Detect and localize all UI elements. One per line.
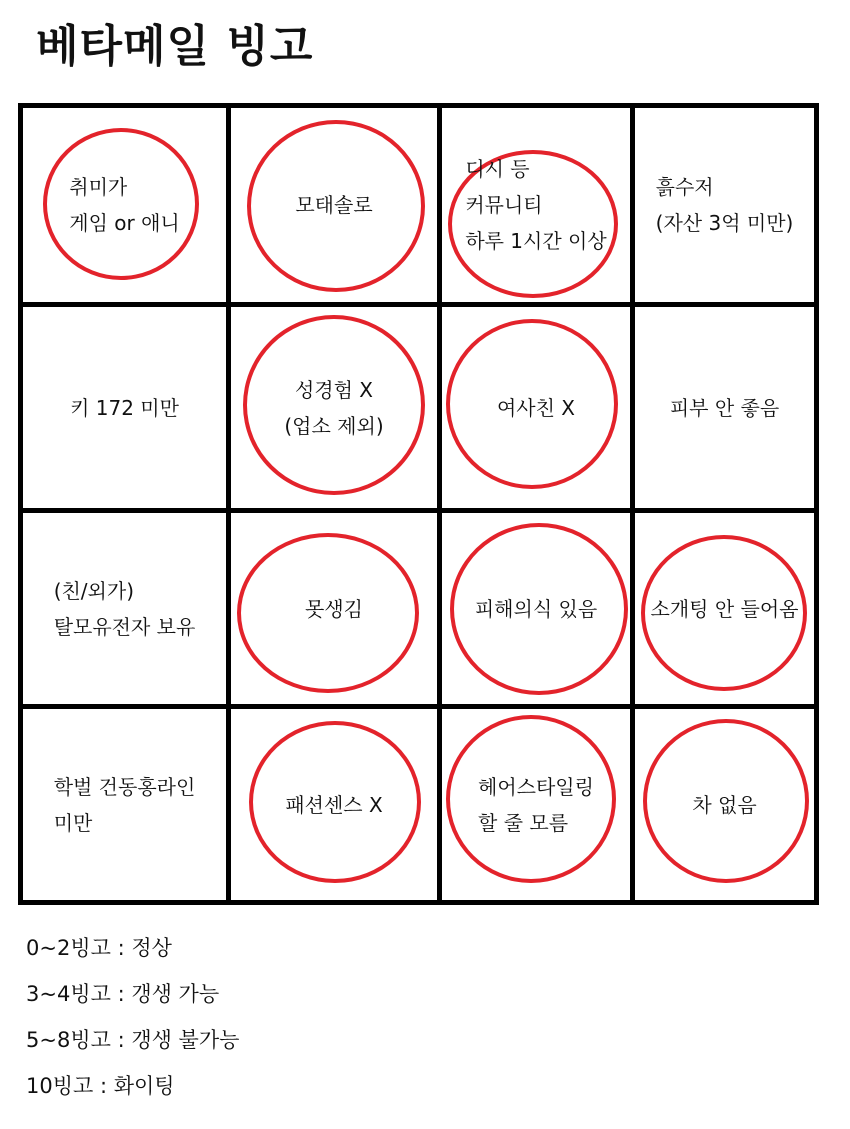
bingo-cell[interactable] [231, 108, 442, 307]
bingo-cell[interactable] [635, 513, 814, 709]
cell-text: 헤어스타일링 할 줄 모름 [478, 774, 594, 835]
page-title: 베타메일 빙고 [36, 21, 314, 72]
cell-text: 패션센스 X [285, 792, 383, 817]
cell-text: 학벌 건동홍라인 미만 [53, 774, 196, 835]
cell-text: 피부 안 좋음 [669, 395, 780, 420]
cell-text: (친/외가) 탈모유전자 보유 [53, 578, 196, 639]
bingo-cell[interactable] [442, 709, 635, 900]
score-legend [26, 925, 239, 1109]
bingo-cell[interactable] [23, 709, 231, 900]
cell-text: 키 172 미만 [70, 395, 179, 420]
cell-text: 피해의식 있음 [474, 596, 598, 621]
cell-text: 디시 등 커뮤니티 하루 1시간 이상 [465, 157, 607, 253]
cell-text: 모태솔로 [295, 193, 373, 217]
legend-item: 3~4빙고 : 갱생 가능 [26, 982, 220, 1006]
bingo-cell[interactable] [23, 108, 231, 307]
cell-text: 못생김 [305, 596, 363, 621]
cell-text: 여사친 X [496, 395, 576, 420]
bingo-cell[interactable] [231, 709, 442, 900]
legend-item: 0~2빙고 : 정상 [26, 936, 172, 960]
cell-text: 흙수저 (자산 3억 미만) [655, 175, 794, 235]
cell-text: 성경험 X (업소 제외) [284, 377, 384, 438]
bingo-cell[interactable] [231, 513, 442, 709]
legend-item: 5~8빙고 : 갱생 불가능 [26, 1028, 240, 1052]
legend-item: 10빙고 : 화이팅 [26, 1074, 175, 1098]
bingo-cell[interactable] [635, 108, 814, 307]
bingo-cell[interactable] [442, 307, 635, 513]
bingo-cell[interactable] [635, 307, 814, 513]
bingo-cell[interactable] [23, 307, 231, 513]
cell-text: 취미가 게임 or 애니 [69, 175, 180, 235]
cell-text: 소개팅 안 들어옴 [650, 596, 799, 621]
bingo-cell[interactable] [442, 513, 635, 709]
bingo-cell[interactable] [635, 709, 814, 900]
bingo-cell[interactable] [23, 513, 231, 709]
bingo-cell[interactable] [231, 307, 442, 513]
bingo-board [18, 103, 819, 905]
bingo-cell[interactable] [442, 108, 635, 307]
cell-text: 차 없음 [692, 792, 757, 817]
